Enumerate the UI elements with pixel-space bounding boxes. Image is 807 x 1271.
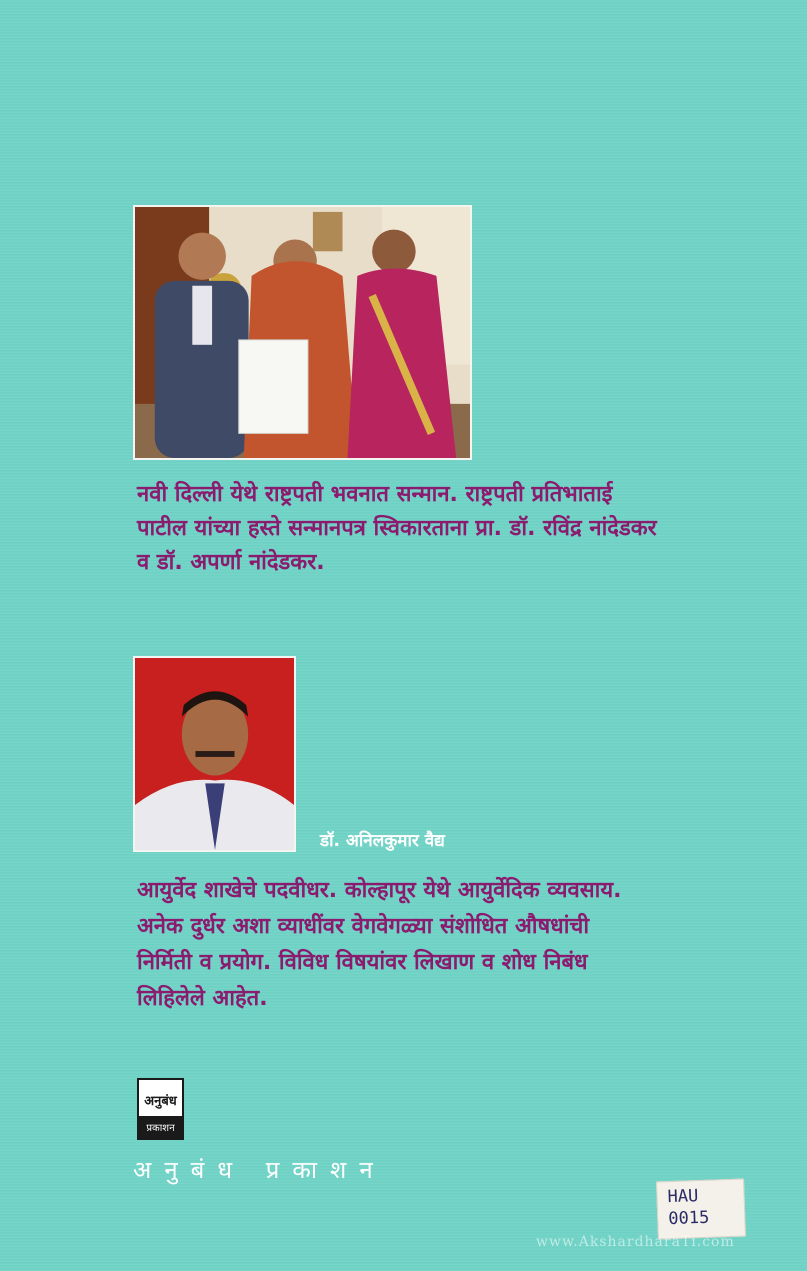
bio-line: आयुर्वेद शाखेचे पदवीधर. कोल्हापूर येथे आयुर्वेदिक व्यवसाय. — [137, 878, 622, 903]
photo-caption-line: नवी दिल्ली येथे राष्ट्रपती भवनात सन्मान. राष्ट्रपती प्रतिभाताई — [137, 482, 613, 507]
sticker-line: HAU — [667, 1186, 699, 1208]
bio-line: निर्मिती व प्रयोग. विविध विषयांवर लिखाण व शोध निबंध — [137, 950, 588, 975]
author-bio — [137, 873, 737, 1017]
sticker-line: 0015 — [667, 1207, 710, 1230]
library-code-sticker — [656, 1178, 746, 1239]
publisher-logo-label: प्रकाशन — [139, 1116, 182, 1138]
publisher-logo — [137, 1078, 184, 1140]
photo-caption-line: व डॉ. अपर्णा नांदेडकर. — [137, 550, 325, 575]
publisher-name: अनुबंध प्रकाशन — [133, 1156, 386, 1184]
publisher-logo-mark: अनुबंध — [141, 1084, 180, 1119]
watermark: www.AkshardharaTi.com — [536, 1234, 735, 1250]
photo-caption-line: पाटील यांच्या हस्ते सन्मानपत्र स्विकारताना प्रा. डॉ. रविंद्र नांदेडकर — [137, 516, 657, 541]
author-name: डॉ. अनिलकुमार वैद्य — [320, 831, 445, 851]
author-portrait — [133, 656, 296, 852]
photo-caption — [137, 478, 717, 580]
bio-line: लिहिलेले आहेत. — [137, 986, 268, 1011]
award-ceremony-photo — [133, 205, 472, 460]
bio-line: अनेक दुर्धर अशा व्याधींवर वेगवेगळ्या संशोधित औषधांची — [137, 914, 590, 939]
